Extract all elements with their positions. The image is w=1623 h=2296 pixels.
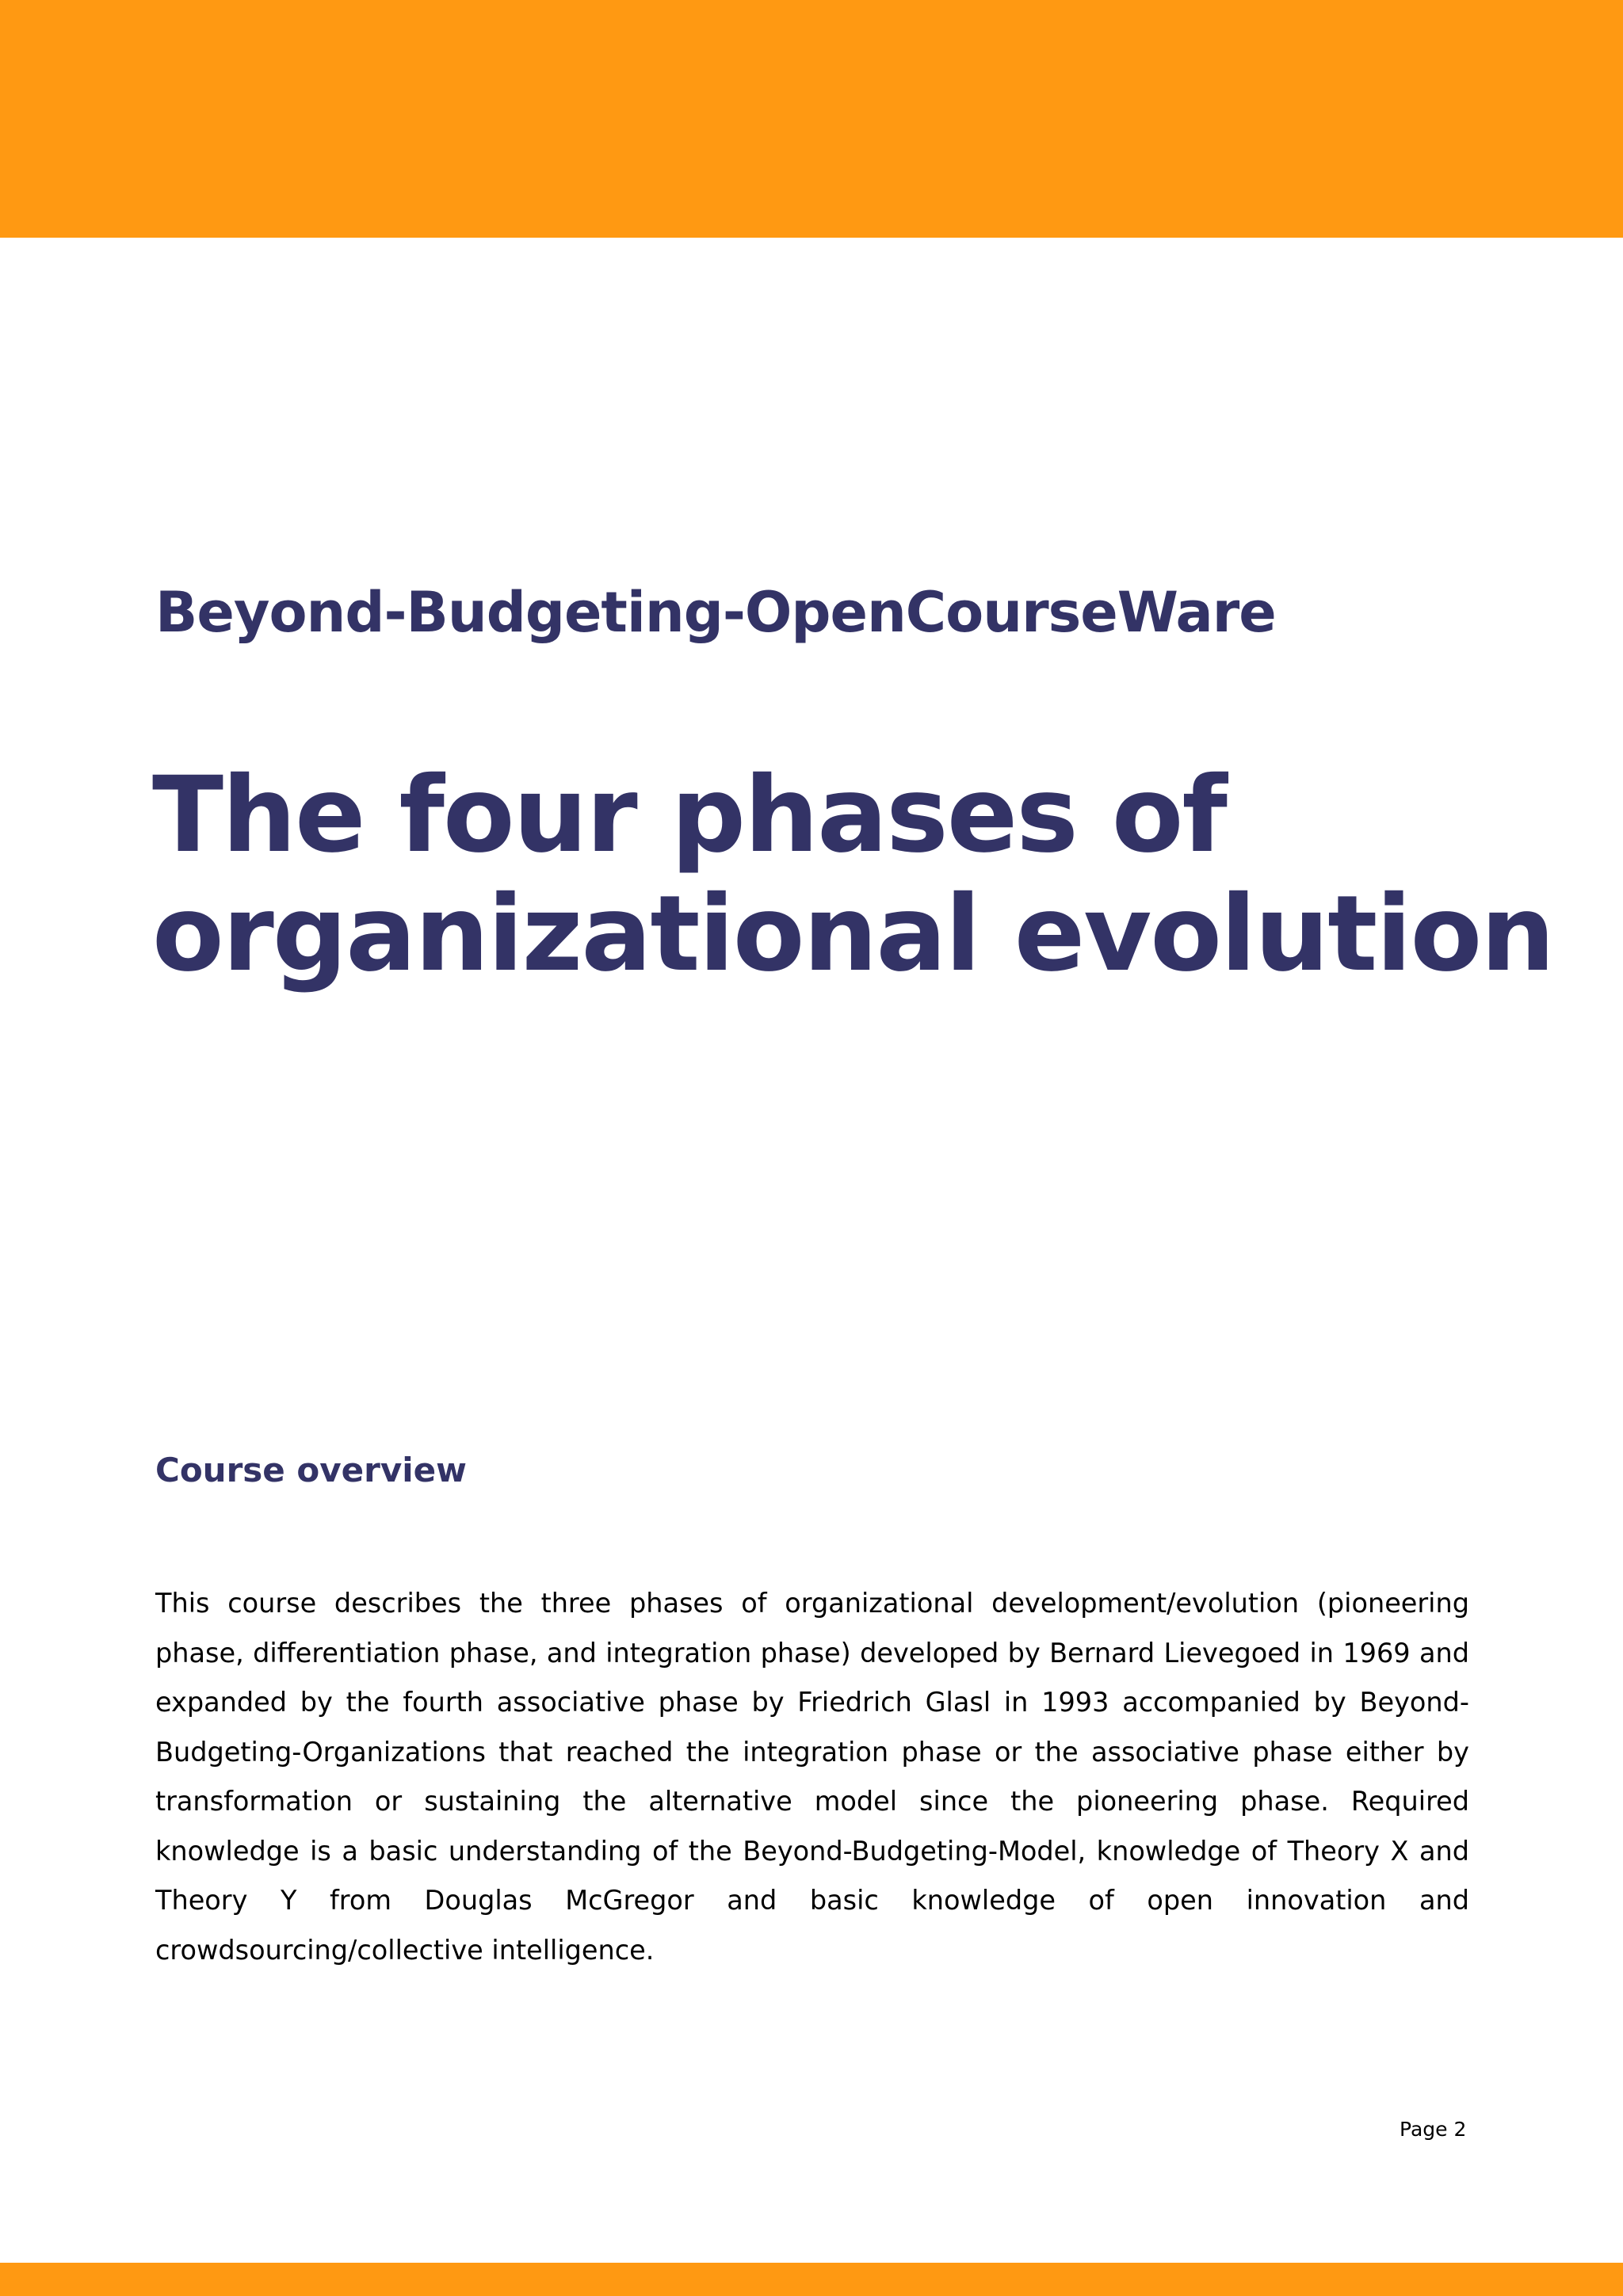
top-orange-band: [0, 0, 1623, 238]
document-title-line-2: organizational evolution: [152, 873, 1554, 995]
page-number: Page 2: [1400, 2118, 1467, 2141]
series-title: Beyond-Budgeting-OpenCourseWare: [155, 580, 1276, 645]
bottom-orange-band: [0, 2263, 1623, 2296]
course-overview-heading: Course overview: [155, 1451, 467, 1489]
course-overview-paragraph: This course describes the three phases of organizational development/evolution (pioneering phase, differentiation phase, and integration phase) developed by Bernard Lievegoed in 1969 and expanded by the fourth associative phase by Friedrich Glasl in 1993 accompanied by Beyond-Budgeting-Organizations that reached the integration phase or the associative phase either by transformation or sustaining the alternative model since the pioneering phase. Required knowledge is a basic understanding of the Beyond-Budgeting-Model, knowledge of Theory X and Theory Y from Douglas McGregor and basic knowledge of open innovation and crowdsourcing/collective intelligence.: [155, 1588, 1469, 1966]
document-title-line-1: The four phases of: [152, 754, 1226, 876]
document-title: [152, 756, 1553, 994]
